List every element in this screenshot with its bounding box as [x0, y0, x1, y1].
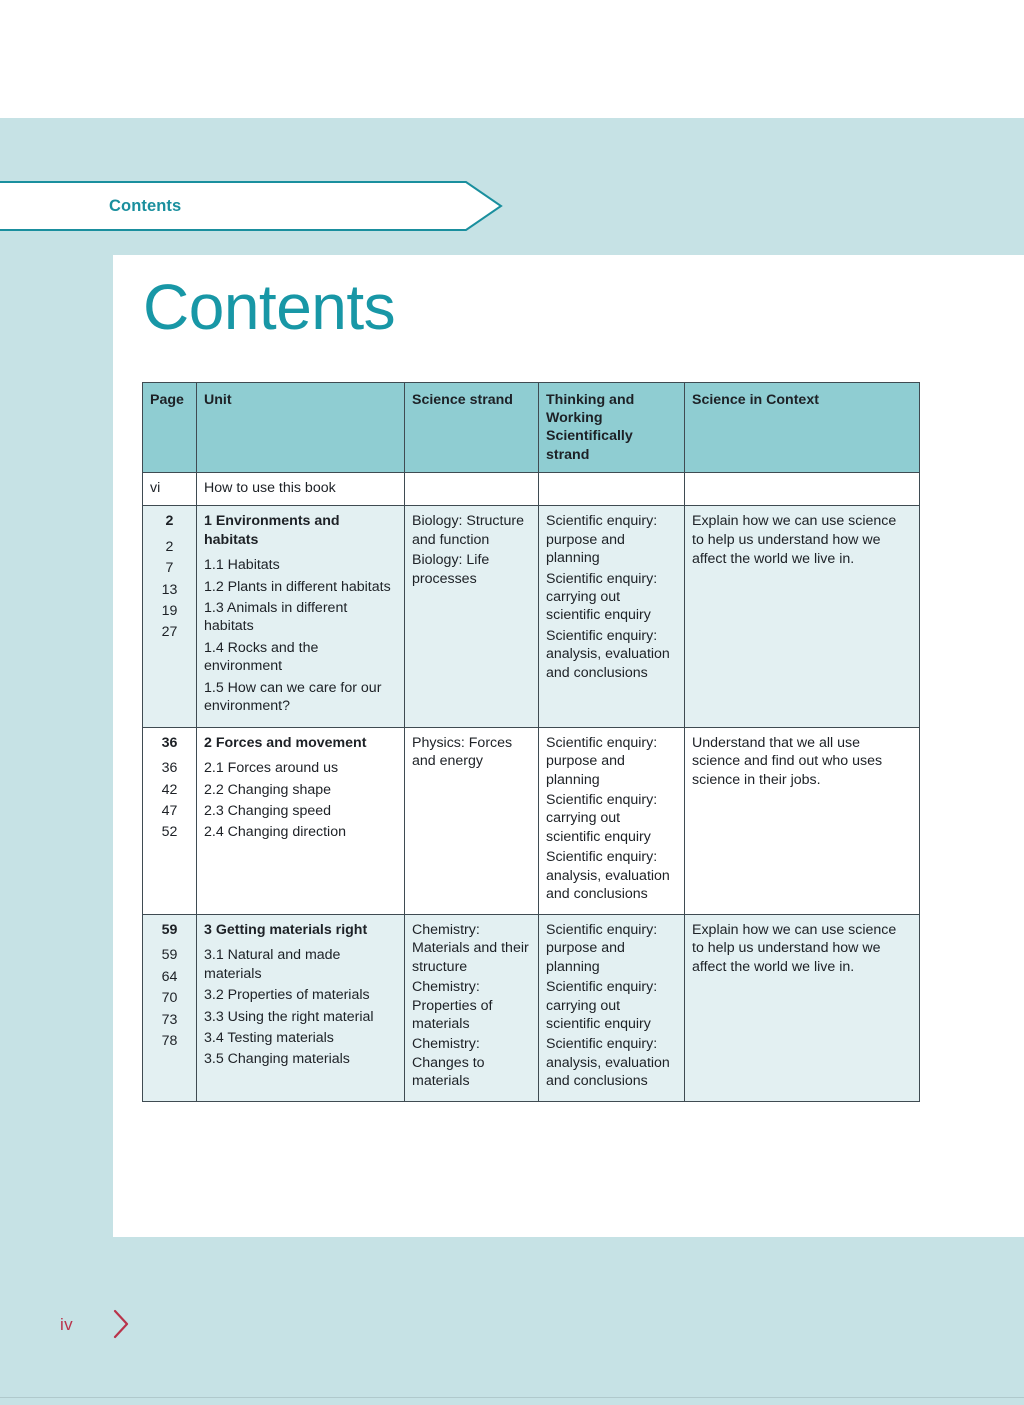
running-head-label: Contents: [109, 197, 182, 215]
science-strand-item: Biology: Life processes: [412, 552, 490, 587]
science-strand-list: [412, 921, 531, 1091]
entry-page: 47: [161, 803, 178, 820]
cell-page: [143, 727, 197, 914]
entry-title: 1.2 Plants in different habitats: [204, 578, 391, 595]
entry-page: 19: [161, 602, 178, 619]
unit-page-number: 36: [161, 734, 178, 751]
cell-page: [143, 914, 197, 1101]
twss-item: Scientific enquiry: purpose and planning: [546, 921, 658, 975]
top-white-margin: [0, 0, 1024, 118]
cell-science-strand: [405, 506, 539, 728]
cell-twss: [539, 914, 685, 1101]
entry-title: 3.3 Using the right material: [204, 1008, 374, 1025]
contents-table: [142, 382, 920, 1102]
science-strand-item: Biology: Structure and function: [412, 513, 524, 548]
entry-page: 64: [161, 968, 178, 985]
table-row-intro: [143, 472, 920, 505]
entry-title: 1.4 Rocks and the environment: [204, 639, 319, 675]
content-sheet: [113, 255, 1024, 1237]
science-strand-list: [412, 512, 531, 588]
column-header-page: Page: [143, 383, 197, 473]
column-header-twss: Thinking and Working Scientifically strand: [539, 383, 685, 473]
twss-list: [546, 921, 677, 1091]
cell-twss: [539, 472, 685, 505]
twss-item: Scientific enquiry: carrying out scientific enquiry: [546, 570, 658, 624]
science-strand-item: Physics: Forces and energy: [412, 734, 513, 770]
column-header-science-in-context: Science in Context: [685, 383, 920, 473]
unit-title: 3 Getting materials right: [204, 921, 368, 938]
page-folio-number: iv: [60, 1315, 73, 1334]
twss-item: Scientific enquiry: purpose and planning: [546, 734, 658, 788]
science-in-context-text: Explain how we can use science to help us understand how we affect the world we live in.: [692, 513, 897, 567]
cell-science-strand: [405, 914, 539, 1101]
cell-unit: How to use this book: [197, 472, 405, 505]
entry-page: 70: [161, 990, 178, 1007]
entry-page: 27: [161, 624, 178, 641]
entry-page: 42: [161, 781, 178, 798]
cell-science-strand: [405, 472, 539, 505]
cell-unit: [197, 914, 405, 1101]
column-header-science-strand: Science strand: [405, 383, 539, 473]
cell-unit: [197, 727, 405, 914]
entry-title: 3.4 Testing materials: [204, 1030, 334, 1047]
twss-item: Scientific enquiry: carrying out scientific enquiry: [546, 792, 658, 845]
entry-page: 73: [161, 1011, 178, 1028]
entry-title: 2.3 Changing speed: [204, 803, 332, 820]
twss-list: [546, 734, 677, 904]
entry-page: 13: [161, 581, 178, 598]
twss-item: Scientific enquiry: analysis, evaluation and conclusions: [546, 849, 670, 903]
cell-science-in-context: [685, 727, 920, 914]
cell-science-in-context: [685, 914, 920, 1101]
entry-page: 36: [161, 760, 178, 777]
entry-title: 2.1 Forces around us: [204, 760, 339, 777]
science-in-context-text: Understand that we all use science and find out who uses science in their jobs.: [692, 734, 883, 789]
science-in-context-text: Explain how we can use science to help us understand how we affect the world we live in.: [692, 921, 897, 976]
cell-science-strand: [405, 727, 539, 914]
cell-unit: [197, 506, 405, 728]
unit-entry-list: [204, 921, 397, 1069]
twss-item: Scientific enquiry: purpose and planning: [546, 513, 658, 567]
running-head-banner: [0, 181, 508, 231]
page-title: Contents: [143, 271, 396, 343]
chevron-right-icon: [110, 1307, 134, 1341]
entry-title: 1.5 How can we care for our environment?: [204, 679, 382, 715]
banner-shape: [0, 181, 508, 231]
unit-entry-list: [204, 512, 397, 716]
entry-page: 7: [165, 560, 174, 577]
unit-entry-list: [204, 734, 397, 842]
cell-page: vi: [143, 472, 197, 505]
unit-page-number: 59: [161, 921, 178, 938]
page-number-list: [150, 734, 189, 842]
science-strand-item: Chemistry: Changes to materials: [412, 1036, 485, 1090]
page-number-list: [150, 512, 189, 642]
column-header-unit: Unit: [197, 383, 405, 473]
cell-page: [143, 506, 197, 728]
unit-title: 1 Environments and habitats: [204, 513, 340, 548]
unit-page-number: 2: [165, 513, 174, 530]
science-strand-item: Chemistry: Properties of materials: [412, 979, 493, 1033]
page-number-list: [150, 921, 189, 1051]
entry-title: 1.1 Habitats: [204, 557, 280, 574]
table-row: [143, 506, 920, 728]
twss-item: Scientific enquiry: analysis, evaluation and conclusions: [546, 627, 670, 681]
table-header-row: [143, 383, 920, 473]
entry-title: 2.2 Changing shape: [204, 781, 332, 798]
cell-science-in-context: [685, 472, 920, 505]
entry-title: 3.1 Natural and made materials: [204, 947, 341, 982]
entry-page: 78: [161, 1033, 178, 1050]
entry-title: 1.3 Animals in different habitats: [204, 599, 348, 635]
entry-title: 3.2 Properties of materials: [204, 987, 370, 1004]
table-row: [143, 914, 920, 1101]
twss-list: [546, 512, 677, 682]
entry-title: 3.5 Changing materials: [204, 1051, 350, 1068]
entry-page: 52: [161, 824, 178, 841]
science-strand-item: Chemistry: Materials and their structure: [412, 921, 529, 975]
twss-item: Scientific enquiry: carrying out scientific enquiry: [546, 979, 658, 1033]
twss-item: Scientific enquiry: analysis, evaluation and conclusions: [546, 1036, 670, 1090]
science-strand-list: [412, 734, 531, 771]
entry-title: 2.4 Changing direction: [204, 824, 346, 841]
entry-page: 59: [161, 947, 178, 964]
entry-page: 2: [165, 538, 174, 555]
unit-title: 2 Forces and movement: [204, 734, 367, 751]
cell-twss: [539, 506, 685, 728]
table-row: [143, 727, 920, 914]
cell-science-in-context: [685, 506, 920, 728]
cell-twss: [539, 727, 685, 914]
